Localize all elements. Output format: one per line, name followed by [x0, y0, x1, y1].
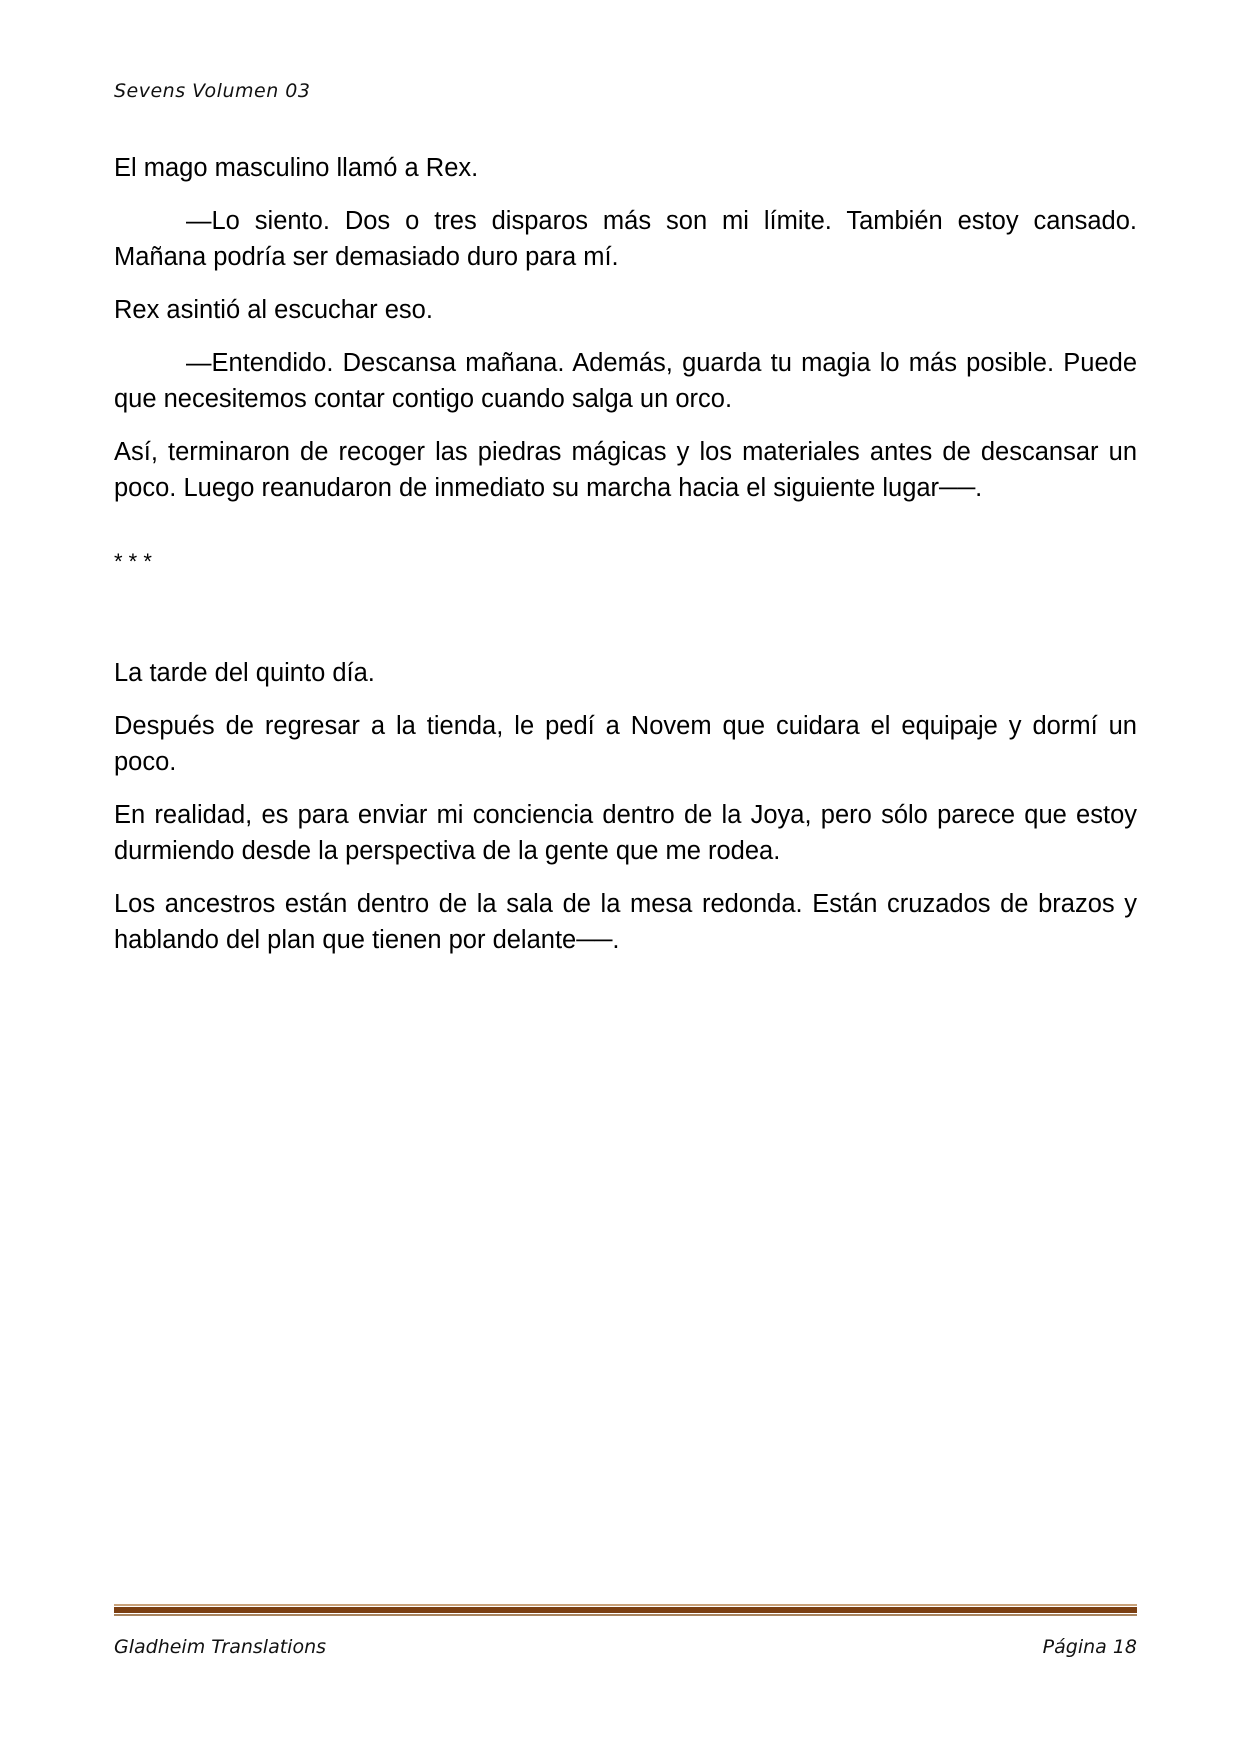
paragraph: En realidad, es para enviar mi conciencia dentro de la Joya, pero sólo parece que estoy durmiendo desde la perspectiva de la gente que me rodea. [114, 801, 1137, 865]
paragraph: La tarde del quinto día. [114, 659, 375, 687]
footer-rule [114, 1604, 1137, 1616]
dialogue-paragraph: —Entendido. Descansa mañana. Además, guarda tu magia lo más posible. Puede que necesitemos contar contigo cuando salga un orco. [114, 349, 1137, 413]
running-header: Sevens Volumen 03 [114, 80, 311, 102]
paragraph: El mago masculino llamó a Rex. [114, 154, 479, 182]
paragraph: Los ancestros están dentro de la sala de la mesa redonda. Están cruzados de brazos y hablando del plan que tienen por delante──. [114, 890, 1137, 954]
footer-publisher: Gladheim Translations [114, 1636, 327, 1658]
scene-separator: * * * [114, 549, 152, 574]
page-number: Página 18 [1042, 1636, 1137, 1658]
dialogue-paragraph: —Lo siento. Dos o tres disparos más son mi límite. También estoy cansado. Mañana podría ser demasiado duro para mí. [114, 207, 1137, 271]
paragraph: Así, terminaron de recoger las piedras mágicas y los materiales antes de descansar un poco. Luego reanudaron de inmediato su marcha hacia el siguiente lugar──. [114, 438, 1137, 502]
page-body [114, 150, 1137, 975]
paragraph: Después de regresar a la tienda, le pedí a Novem que cuidara el equipaje y dormí un poco. [114, 712, 1137, 776]
page-footer [114, 1636, 1137, 1658]
paragraph: Rex asintió al escuchar eso. [114, 296, 433, 324]
